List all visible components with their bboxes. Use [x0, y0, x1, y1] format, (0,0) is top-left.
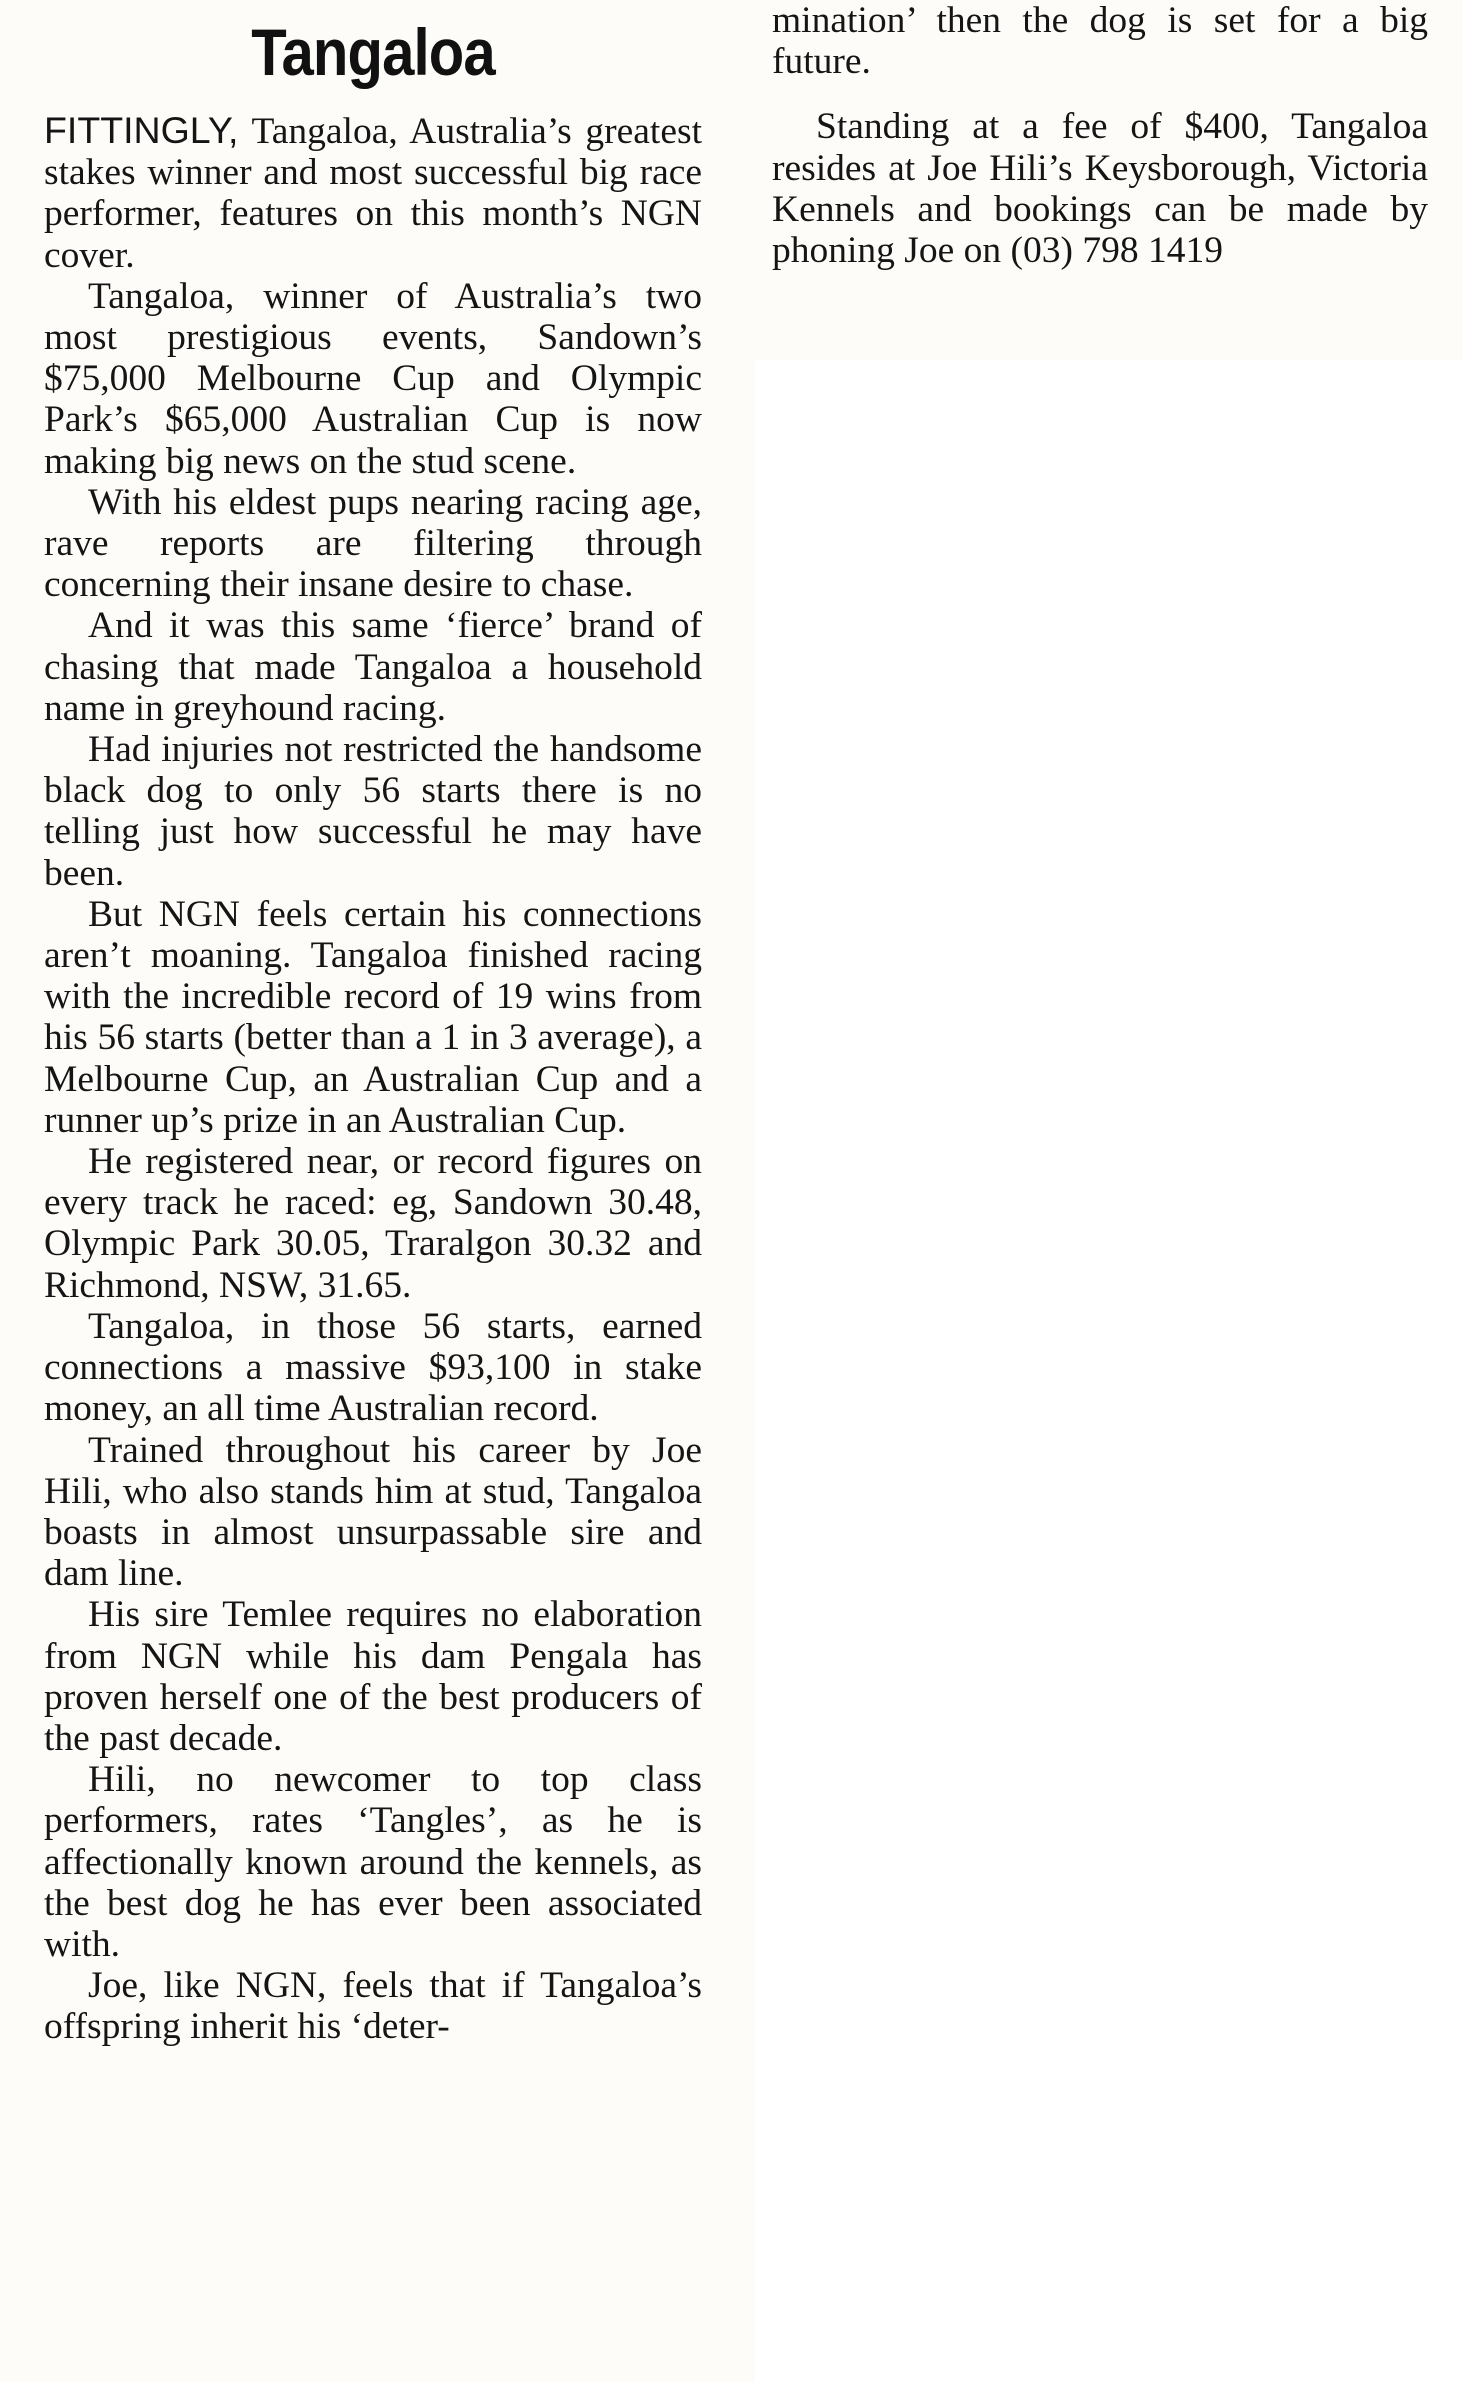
paragraph-11: Hili, no newcomer to top class performers, rates ‘Tangles’, as he is affectionally known around the kennels, as the best dog he has ever been associated with.: [44, 1759, 702, 1965]
paragraph-1-lead: FITTINGLY,: [44, 109, 239, 151]
left-column: [44, 0, 702, 2048]
paragraph-gap: [772, 82, 1428, 106]
paragraph-5: Had injuries not restricted the handsome black dog to only 56 starts there is no telling just how successful he may have been.: [44, 729, 702, 894]
right-paragraph-1: mination’ then the dog is set for a big future.: [772, 0, 1428, 83]
paragraph-3: With his eldest pups nearing racing age, rave reports are filtering through concerning their insane desire to chase.: [44, 481, 702, 606]
paragraph-1: [44, 110, 702, 276]
right-paragraph-2: Standing at a fee of $400, Tangaloa resides at Joe Hili’s Keysborough, Victoria Kennels and bookings can be made by phoning Joe on (03) 798 1419: [772, 106, 1428, 272]
paragraph-10: His sire Temlee requires no elaboration from NGN while his dam Pengala has proven herself one of the best producers of the past decade.: [44, 1594, 702, 1759]
paragraph-4: And it was this same ‘fierce’ brand of chasing that made Tangaloa a household name in greyhound racing.: [44, 605, 702, 729]
paragraph-9: Trained throughout his career by Joe Hili, who also stands him at stud, Tangaloa boasts in almost unsurpassable sire and dam line.: [44, 1429, 702, 1595]
paragraph-8: Tangaloa, in those 56 starts, earned connections a massive $93,100 in stake money, an all time Australian record.: [44, 1305, 702, 1430]
paragraph-1-text: Tangaloa, Australia’s greatest stakes winner and most successful big race performer, features on this month’s NGN cover.: [44, 111, 702, 276]
paragraph-6: But NGN feels certain his connections aren’t moaning. Tangaloa finished racing with the incredible record of 19 wins from his 56 starts (better than a 1 in 3 average), a Melbourne Cup, an Australian Cup and a runner up’s prize in an Australian Cup.: [44, 893, 702, 1141]
right-column: [772, 0, 1428, 271]
article-headline: Tangaloa: [251, 15, 495, 89]
paragraph-12: Joe, like NGN, feels that if Tangaloa’s offspring inherit his ‘deter-: [44, 1965, 702, 2048]
paragraph-7: He registered near, or record figures on every track he raced: eg, Sandown 30.48, Olympic Park 30.05, Traralgon 30.32 and Richmond, NSW, 31.65.: [44, 1141, 702, 1306]
paragraph-2: Tangaloa, winner of Australia’s two most prestigious events, Sandown’s $75,000 Melbourne Cup and Olympic Park’s $65,000 Australian Cup is now making big news on the stud scene.: [44, 275, 702, 482]
